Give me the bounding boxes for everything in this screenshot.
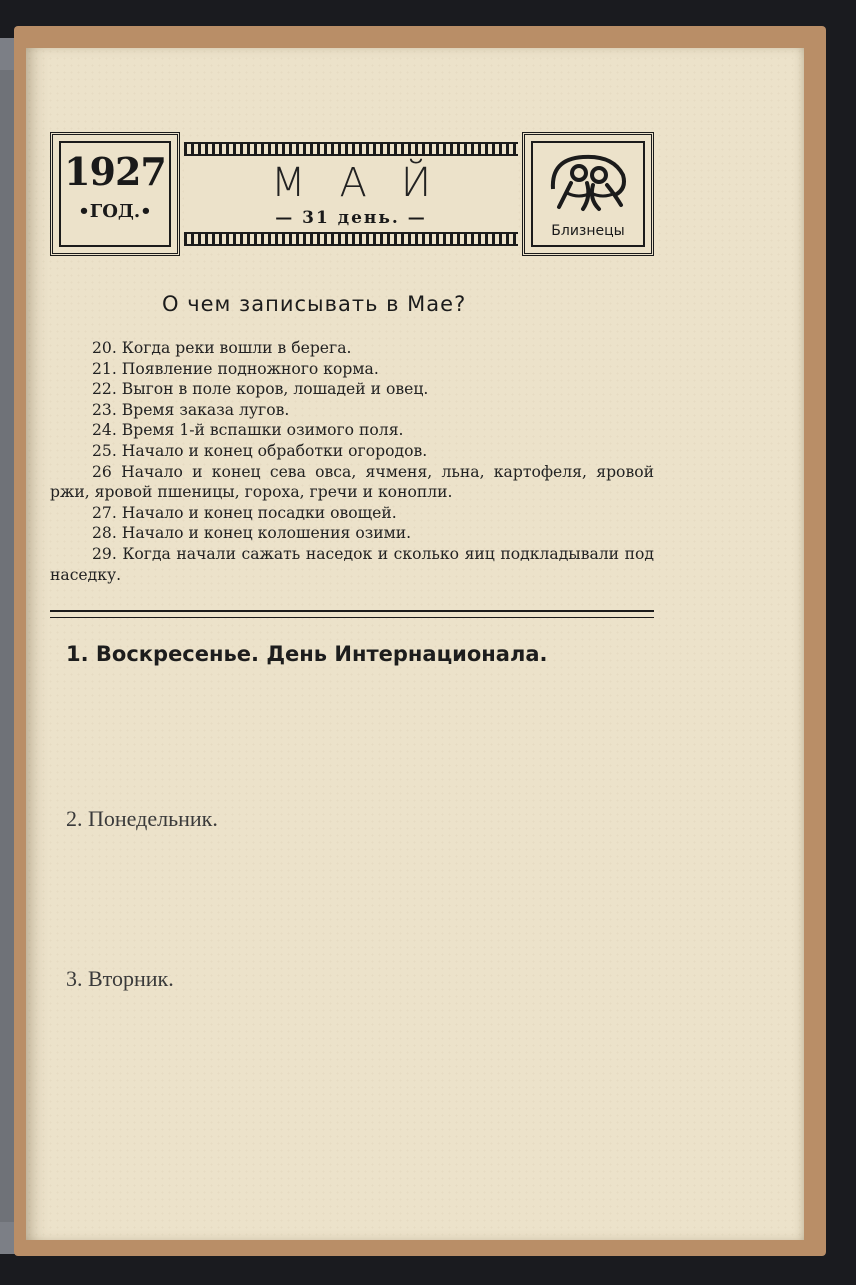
list-item: 22. Выгон в поле коров, лошадей и овец.	[92, 380, 429, 399]
list-item: 29. Когда начали сажать наседок и сколько яиц подкладывали под наседку.	[50, 544, 654, 584]
day-entry-3: 3. Вторник.	[66, 966, 174, 991]
month-name: МАЙ	[270, 160, 466, 206]
list-item: 28. Начало и конец колошения озими.	[92, 524, 412, 543]
year-number: 1927	[64, 149, 166, 194]
zodiac-label: Близнецы	[551, 223, 625, 239]
day-entry-2: 2. Понедельник.	[66, 806, 218, 831]
month-days-count: — 31 день. —	[275, 208, 427, 228]
month-header	[50, 130, 654, 258]
section-divider	[50, 610, 654, 618]
list-item: 20. Когда реки вошли в берега.	[92, 339, 352, 357]
list-item: 21. Появление подножного корма.	[92, 359, 379, 378]
year-label: •ГОД.•	[78, 201, 152, 222]
section-heading: О чем записывать в Мае?	[162, 292, 467, 316]
list-item: 25. Начало и конец обработки огородов.	[92, 441, 428, 460]
day-entry-1: 1. Воскресенье. День Интернационала.	[66, 642, 548, 666]
list-item: 23. Время заказа лугов.	[92, 400, 290, 419]
list-item: 26 Начало и конец сева овса, ячменя, льна, картофеля, яровой ржи, яровой пшеницы, гороха, гречи и конопли.	[50, 462, 654, 502]
list-item: 27. Начало и конец посадки овощей.	[92, 503, 397, 522]
gemini-twins-icon	[543, 149, 635, 215]
zodiac-box	[522, 132, 654, 256]
notes-list	[50, 338, 654, 585]
calendar-page	[26, 48, 804, 1240]
month-box	[184, 142, 518, 246]
list-item: 24. Время 1-й вспашки озимого поля.	[92, 421, 404, 440]
year-box	[50, 132, 180, 256]
